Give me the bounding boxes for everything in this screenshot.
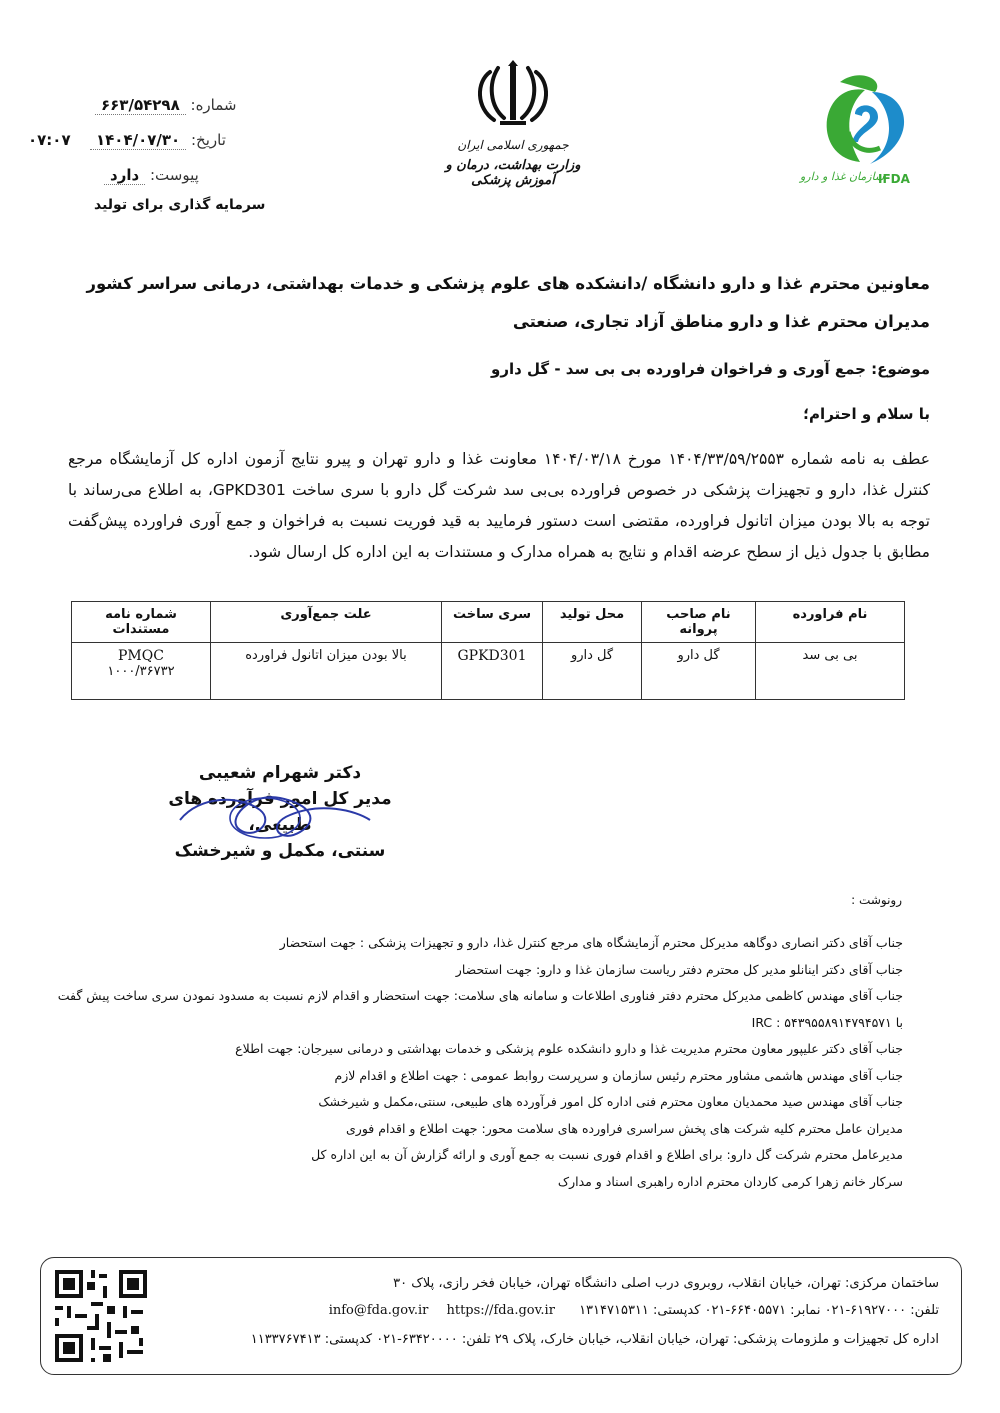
cc-item: با IRC : ۵۴۳۹۵۵۸۹۱۴۷۹۴۵۷۱ (751, 1014, 903, 1030)
table-header-row (72, 602, 905, 643)
cell-manufacturer: گل دارو (543, 643, 642, 700)
signatory-name: دکتر شهرام شعیبی (198, 763, 362, 783)
signatory-title-line1: مدیر کل امور فرآورده های طبیعی، (168, 789, 392, 835)
table-row (72, 643, 905, 700)
table-header-product: نام فراورده (756, 602, 905, 643)
cc-item: جناب آقای دکتر انصاری دوگاهه مدیرکل محترم آزمایشگاه های مرجع کنترل غذا، دارو و تجهیزات پزشکی : جهت استحضار (279, 935, 903, 950)
attachment-row (104, 166, 199, 184)
cc-item: مدیرعامل محترم شرکت گل دارو: برای اطلاع و اقدام فوری نسبت به جمع آوری و ارائه گزارش آن به این اداره کل (311, 1147, 903, 1162)
footer-address: ساختمان مرکزی: تهران، خیابان انقلاب، روبروی درب اصلی دانشگاه تهران، خیابان فخر رازی، پلاک ۳۰ (393, 1276, 939, 1291)
letter-subject: موضوع: جمع آوری و فراخوان فراورده بی بی سد - گل دارو (491, 360, 930, 378)
table-header-license-holder: نام صاحب پروانه (642, 602, 756, 643)
footer-phone-fax-postal: تلفن: ۶۱۹۲۷۰۰۰-۰۲۱ نمابر: ۶۶۴۰۵۵۷۱-۰۲۱ کدپستی: ۱۳۱۴۷۱۵۳۱۱ (579, 1303, 939, 1318)
letter-note: سرمایه گذاری برای تولید (94, 197, 266, 213)
signatory-title-line2: سنتی، مکمل و شیرخشک (174, 841, 386, 861)
letter-date-row (90, 131, 226, 149)
letter-body: عطف به نامه شماره ۱۴۰۴/۳۳/۵۹/۲۵۵۳ مورخ ۱۴۰۴/۰۳/۱۸ معاونت غذا و دارو تهران و پیرو نتایج آزمون اداره کل آزمایشگاه مرجع کنترل غذا، دارو و تجهیزات پزشکی در خصوص فراورده بی‌بی سد شرکت گل دارو با سری ساخت GPKD301، به اطلاع می‌رساند با توجه به بالا بودن میزان اتانول فراورده، مقتضی است دستور فرمایید به قید فوریت نسبت به فراخوان و جمع آوری فراورده پیش‌گفت مطابق با جدول ذیل از سطح عرضه اقدام و نتایج به همراه مدارک و مستندات به این اداره کل ارسال شود. (68, 450, 931, 561)
attachment-value: دارد (104, 166, 145, 185)
table-header-document-number: شماره نامه مستندات (72, 602, 211, 643)
recipients-line1: معاونین محترم غذا و دارو دانشگاه /دانشکده های علوم پزشکی و خدمات بهداشتی، درمانی سراسر کشور (86, 274, 930, 293)
cc-list (43, 930, 903, 1195)
emblem-line1: جمهوری اسلامی ایران (457, 138, 569, 152)
cc-item: جناب آقای مهندس هاشمی مشاور محترم رئیس سازمان و سرپرست روابط عمومی : جهت اطلاع و اقدام لازم (334, 1067, 903, 1083)
footer-email-link[interactable]: info@fda.gov.ir (328, 1303, 429, 1318)
recipients-line2: مدیران محترم غذا و دارو مناطق آزاد تجاری، صنعتی (512, 312, 930, 331)
cell-document-number (72, 643, 211, 700)
cc-item: جناب آقای مهندس کاظمی مدیرکل محترم دفتر فناوری اطلاعات و سامانه های سلامت: جهت استحضار و اقدام لازم نسبت به مسدود نمودن سری ساخت پیش گفت (57, 988, 903, 1003)
letter-time: ۰۷:۰۷ (28, 131, 71, 149)
cell-reason: بالا بودن میزان اتانول فراورده (211, 643, 442, 700)
cc-item: جناب آقای دکتر علیپور معاون محترم مدیریت غذا و دارو دانشکده علوم پزشکی و خدمات بهداشتی و درمانی سیرجان: جهت اطلاع (235, 1041, 903, 1056)
letter-number-row (95, 96, 236, 114)
attachment-label: پیوست: (149, 166, 199, 184)
footer-equipment-office: اداره کل تجهیزات و ملزومات پزشکی: تهران، خیابان انقلاب، خیابان خارک، پلاک ۲۹ تلفن: ۶۳۴۲۰۰۰۰-۰۲۱ کدپستی: ۱۱۳۳۷۶۷۴۱۳ (250, 1332, 939, 1347)
footer-contact-row (329, 1303, 939, 1318)
table-header-batch: سری ساخت (442, 602, 543, 643)
ministry-emblem (428, 60, 598, 188)
cell-batch: GPKD301 (442, 643, 543, 700)
qr-code-icon (51, 1266, 151, 1366)
handwritten-signature-icon (170, 780, 380, 850)
cell-document-serial: ۱۰۰۰/۳۶۷۳۲ (107, 664, 175, 679)
letter-footer (40, 1257, 962, 1375)
cc-item: مدیران عامل محترم کلیه شرکت های پخش سراسری فراورده های سلامت محور: جهت اطلاع و اقدام فوری (346, 1120, 903, 1136)
letter-date-value: ۱۴۰۴/۰۷/۳۰ (90, 131, 186, 150)
cc-label: رونوشت : (851, 893, 902, 907)
recall-table (71, 601, 905, 700)
cell-product: بی بی سد (756, 643, 905, 700)
ifda-latin-text: IFDA (878, 172, 910, 186)
cc-item: جناب آقای دکتر اینانلو مدیر کل محترم دفتر ریاست سازمان غذا و دارو: جهت استحضار (455, 961, 903, 977)
ifda-persian-text: سازمان غذا و دارو (800, 170, 885, 183)
iran-emblem-icon (428, 60, 598, 130)
letter-greeting: با سلام و احترام؛ (803, 405, 930, 423)
cc-item: سرکار خانم زهرا کرمی کاردان محترم اداره راهبری اسناد و مدارک (557, 1173, 903, 1189)
ifda-logo-icon (800, 62, 930, 172)
table-header-manufacturer: محل تولید (543, 602, 642, 643)
emblem-line2: وزارت بهداشت، درمان و آموزش پزشکی (445, 158, 581, 188)
footer-website-link[interactable]: https://fda.gov.ir (446, 1303, 555, 1318)
cc-item: جناب آقای مهندس صید محمدیان معاون محترم فنی اداره کل امور فرآورده های طبیعی، سنتی،مکمل و شیرخشک (318, 1094, 903, 1109)
cell-document-code: PMQC (118, 648, 164, 664)
letter-number-label: شماره: (190, 96, 237, 114)
letter-date-label: تاریخ: (190, 131, 226, 149)
ifda-logo (800, 62, 930, 192)
cell-license-holder: گل دارو (642, 643, 756, 700)
table-header-reason: علت جمع‌آوری (211, 602, 442, 643)
letter-number-value: ۶۶۳/۵۴۲۹۸ (95, 96, 186, 115)
